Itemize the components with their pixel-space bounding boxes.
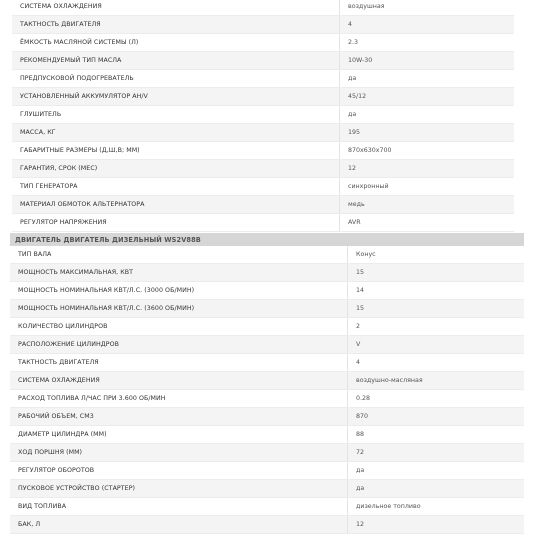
spec-label: РЕГУЛЯТОР ОБОРОТОВ — [10, 462, 348, 479]
spec-label: ПРЕДПУСКОВОЙ ПОДОГРЕВАТЕЛЬ — [12, 70, 340, 87]
table-row — [12, 160, 514, 178]
table-row — [12, 196, 514, 214]
table-row — [12, 106, 514, 124]
table-row — [12, 52, 514, 70]
spec-label: МОЩНОСТЬ НОМИНАЛЬНАЯ КВТ/Л.С. (3600 ОБ/МИН) — [10, 300, 348, 317]
spec-value: синхронный — [348, 183, 389, 190]
engine-rows — [10, 246, 524, 534]
table-row — [12, 34, 514, 52]
spec-value: да — [348, 111, 357, 118]
table-row — [10, 372, 524, 390]
spec-value: AVR — [348, 219, 361, 226]
table-row — [10, 246, 524, 264]
spec-value: 72 — [356, 449, 365, 456]
spec-value: V — [356, 341, 361, 348]
spec-label: СИСТЕМА ОХЛАЖДЕНИЯ — [10, 372, 348, 389]
spec-value: воздушно-масляная — [356, 377, 423, 384]
table-row — [10, 264, 524, 282]
spec-label: РАБОЧИЙ ОБЪЕМ, СМ3 — [10, 408, 348, 425]
spec-table-top — [12, 0, 514, 232]
spec-value: 45/12 — [348, 93, 367, 100]
table-row — [12, 88, 514, 106]
spec-label: ДИАМЕТР ЦИЛИНДРА (ММ) — [10, 426, 348, 443]
spec-label: МОЩНОСТЬ НОМИНАЛЬНАЯ КВТ/Л.С. (3000 ОБ/МИН) — [10, 282, 348, 299]
table-row — [12, 124, 514, 142]
table-row — [12, 70, 514, 88]
table-row — [10, 426, 524, 444]
spec-value: 10W-30 — [348, 57, 373, 64]
table-row — [10, 300, 524, 318]
spec-label: МАТЕРИАЛ ОБМОТОК АЛЬТЕРНАТОРА — [12, 196, 340, 213]
spec-label: РЕКОМЕНДУЕМЫЙ ТИП МАСЛА — [12, 52, 340, 69]
spec-value: 12 — [348, 165, 357, 172]
spec-table-engine — [10, 233, 524, 534]
spec-value: 195 — [348, 129, 361, 136]
spec-label: РАСХОД ТОПЛИВА Л/ЧАС ПРИ 3.600 ОБ/МИН — [10, 390, 348, 407]
spec-label: СИСТЕМА ОХЛАЖДЕНИЯ — [12, 0, 340, 15]
spec-label: ПУСКОВОЕ УСТРОЙСТВО (СТАРТЕР) — [10, 480, 348, 497]
table-row — [10, 444, 524, 462]
table-row — [10, 462, 524, 480]
spec-value: Конус — [356, 251, 376, 258]
table-row — [10, 408, 524, 426]
spec-value: 4 — [356, 359, 361, 366]
spec-label: ВИД ТОПЛИВА — [10, 498, 348, 515]
spec-value: 2.3 — [348, 39, 359, 46]
table-row — [10, 354, 524, 372]
table-row — [12, 214, 514, 232]
table-row — [10, 336, 524, 354]
spec-value: да — [356, 485, 365, 492]
table-row — [12, 178, 514, 196]
table-row — [12, 0, 514, 16]
spec-label: ЁМКОСТЬ МАСЛЯНОЙ СИСТЕМЫ (Л) — [12, 34, 340, 51]
spec-value: да — [356, 467, 365, 474]
table-row — [10, 390, 524, 408]
spec-label: УСТАНОВЛЕННЫЙ АККУМУЛЯТОР АН/V — [12, 88, 340, 105]
spec-label: ХОД ПОРШНЯ (ММ) — [10, 444, 348, 461]
spec-label: ГАРАНТИЯ, СРОК (МЕС) — [12, 160, 340, 177]
spec-label: ТАКТНОСТЬ ДВИГАТЕЛЯ — [12, 16, 340, 33]
spec-label: КОЛИЧЕСТВО ЦИЛИНДРОВ — [10, 318, 348, 335]
table-row — [10, 282, 524, 300]
page-edge — [524, 0, 535, 512]
spec-value: 2 — [356, 323, 361, 330]
spec-label: ГАБАРИТНЫЕ РАЗМЕРЫ (Д,Ш,В; ММ) — [12, 142, 340, 159]
table-row — [10, 318, 524, 336]
table-row — [10, 516, 524, 534]
spec-value: 88 — [356, 431, 365, 438]
spec-label: РАСПОЛОЖЕНИЕ ЦИЛИНДРОВ — [10, 336, 348, 353]
spec-label: МОЩНОСТЬ МАКСИМАЛЬНАЯ, КВТ — [10, 264, 348, 281]
spec-value: воздушная — [348, 3, 385, 10]
spec-value: 15 — [356, 269, 365, 276]
spec-value: да — [348, 75, 357, 82]
spec-label: МАССА, КГ — [12, 124, 340, 141]
spec-label: БАК, Л — [10, 516, 348, 533]
spec-value: 870x630x700 — [348, 147, 392, 154]
table-row — [12, 16, 514, 34]
spec-value: 14 — [356, 287, 365, 294]
table-row — [10, 480, 524, 498]
section-header-engine: ДВИГАТЕЛЬ ДВИГАТЕЛЬ ДИЗЕЛЬНЫЙ WS2V88B — [10, 233, 524, 246]
spec-label: ТИП ГЕНЕРАТОРА — [12, 178, 340, 195]
spec-value: 870 — [356, 413, 369, 420]
spec-value: дизельное топливо — [356, 503, 421, 510]
spec-value: 4 — [348, 21, 353, 28]
spec-value: 12 — [356, 521, 365, 528]
spec-label: ГЛУШИТЕЛЬ — [12, 106, 340, 123]
spec-label: РЕГУЛЯТОР НАПРЯЖЕНИЯ — [12, 214, 340, 231]
spec-value: 0.28 — [356, 395, 371, 402]
spec-label: ТАКТНОСТЬ ДВИГАТЕЛЯ — [10, 354, 348, 371]
spec-value: медь — [348, 201, 365, 208]
table-row — [10, 498, 524, 516]
spec-label: ТИП ВАЛА — [10, 246, 348, 263]
spec-value: 15 — [356, 305, 365, 312]
table-row — [12, 142, 514, 160]
